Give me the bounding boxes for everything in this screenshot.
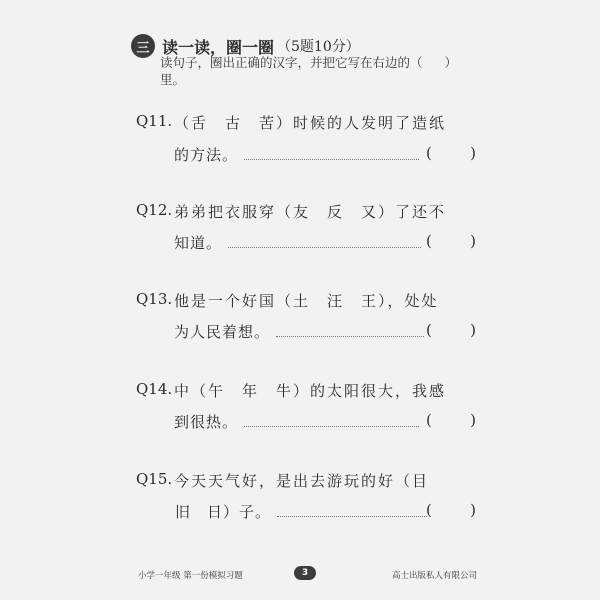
answer-paren-open: ( [426, 144, 432, 162]
answer-blank[interactable] [426, 411, 476, 429]
question-text-line2 [174, 144, 423, 165]
question-number: Q12. [136, 201, 173, 219]
question-text-line1: 他是一个好国（土 汪 王），处处 [174, 292, 439, 310]
footer-publisher: 高士出版私人有限公司 [392, 571, 478, 581]
page-number-badge: 3 [294, 566, 316, 580]
answer-dotted-line [276, 327, 424, 337]
instruction-line-1 [160, 54, 480, 71]
question-text-end: 的方法。 [174, 146, 239, 164]
question-text-end: 知道。 [174, 234, 223, 252]
answer-paren-close: ) [470, 321, 476, 339]
answer-dotted-line [244, 417, 419, 427]
answer-paren-open: ( [426, 501, 432, 519]
section-score: （5题10分） [277, 39, 360, 55]
question-number: Q15. [136, 470, 173, 488]
answer-paren-open: ( [426, 321, 432, 339]
answer-paren-close: ) [470, 501, 476, 519]
question-text-line1: （舌 古 苦）时候的人发明了造纸 [174, 114, 447, 132]
instructions [160, 54, 480, 88]
question-number: Q13. [136, 290, 173, 308]
answer-paren-open: ( [426, 232, 432, 250]
question-text-line2 [174, 321, 428, 342]
question-number: Q14. [136, 380, 173, 398]
answer-blank[interactable] [426, 232, 476, 250]
instruction-line-2: 里。 [160, 72, 186, 87]
question-text-line2 [174, 411, 423, 432]
answer-blank[interactable] [426, 501, 476, 519]
answer-dotted-line [244, 150, 419, 160]
answer-blank[interactable] [426, 321, 476, 339]
answer-dotted-line [277, 507, 427, 517]
footer-book-title: 小学一年级 第一份模拟习题 [138, 571, 243, 581]
answer-paren-close: ) [470, 144, 476, 162]
question-text-line1: 今天天气好，是出去游玩的好（目 [174, 472, 430, 490]
answer-paren-open: ( [426, 411, 432, 429]
question-number: Q11. [136, 112, 173, 130]
answer-dotted-line [228, 238, 421, 248]
section-number-badge: 三 [131, 34, 155, 58]
answer-paren-close: ) [470, 232, 476, 250]
question-text-end: 为人民着想。 [174, 323, 271, 341]
question-text-line1: 弟弟把衣服穿（友 反 又）了还不 [174, 203, 447, 221]
instruction-text: 读句子，圈出正确的汉字，并把它写在右边的（ [160, 55, 423, 70]
question-text-end: 到很热。 [174, 413, 239, 431]
answer-paren-close: ) [470, 411, 476, 429]
question-text-end: 旧 日）子。 [175, 503, 272, 521]
section-title: 读一读，圈一圈 [162, 37, 275, 57]
question-text-line2 [175, 501, 431, 522]
question-text-line2 [174, 232, 425, 253]
question-text-line1: 中（午 年 牛）的太阳很大，我感 [174, 382, 447, 400]
instruction-paren-close: ） [444, 55, 458, 70]
answer-blank[interactable] [426, 144, 476, 162]
